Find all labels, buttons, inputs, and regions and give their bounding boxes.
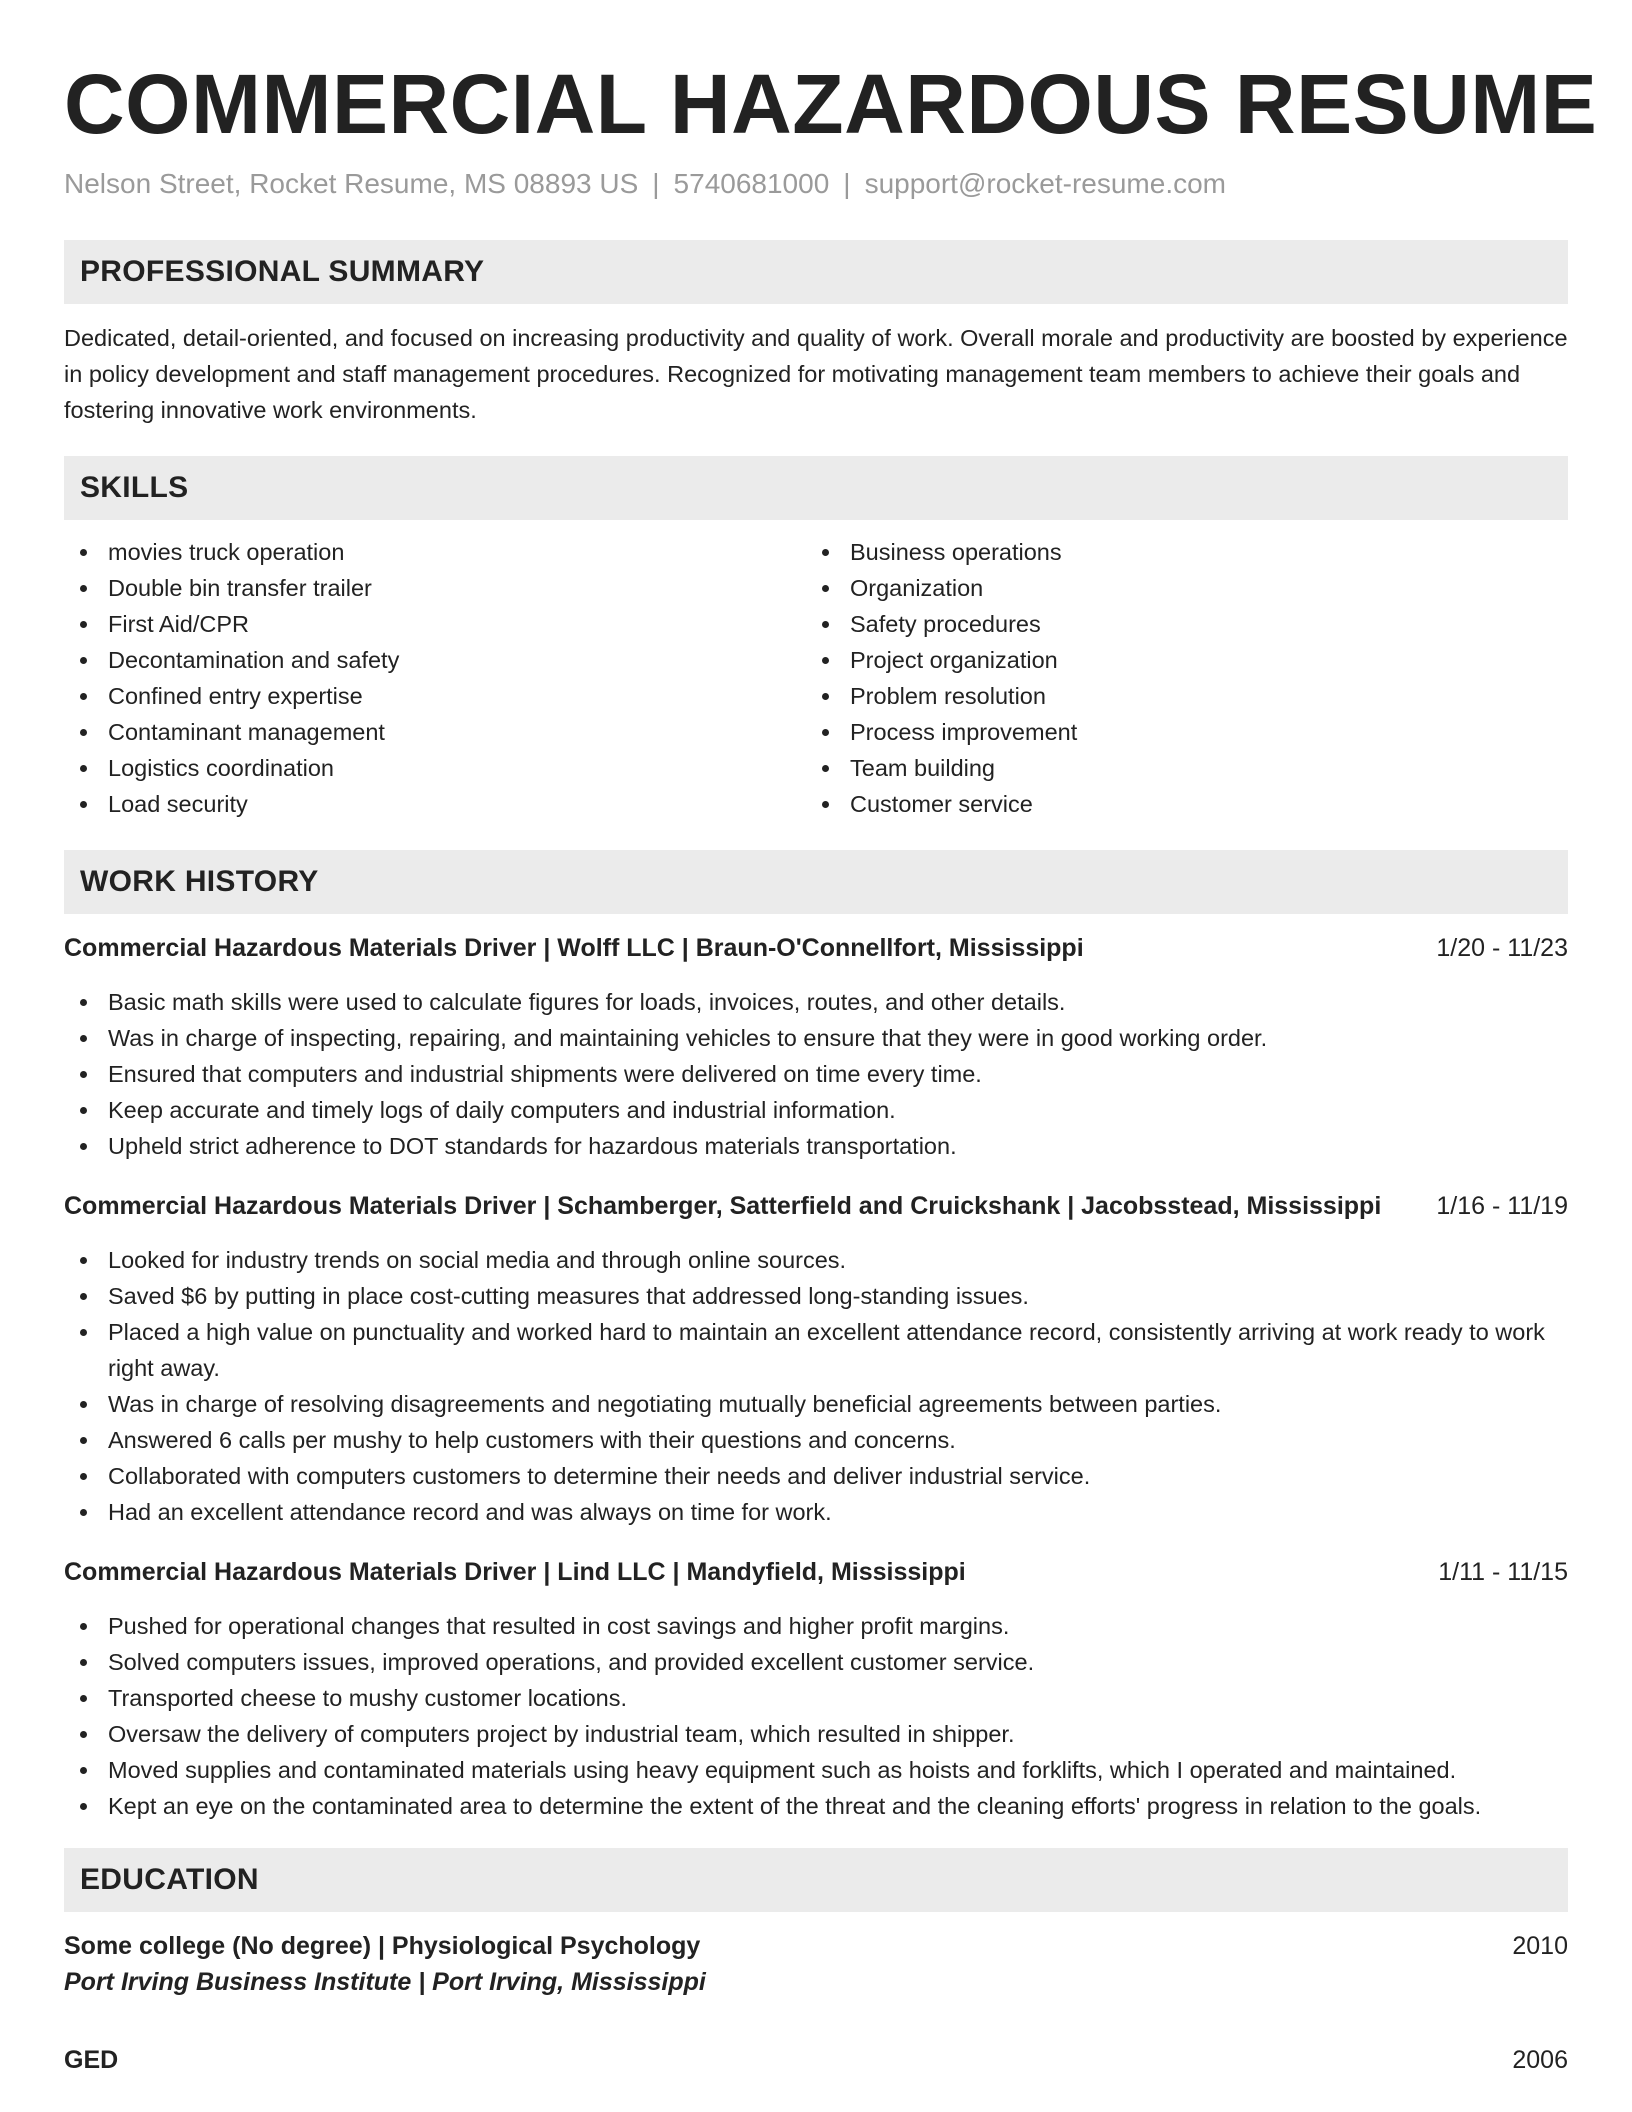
education-entry	[64, 1928, 1568, 2000]
job-bullet: Placed a high value on punctuality and worked hard to maintain an excellent attendance record, consistently arriving at work ready to work right away.	[64, 1314, 1568, 1386]
email-link[interactable]: support@rocket-resume.com	[864, 168, 1226, 199]
job-bullet: Basic math skills were used to calculate figures for loads, invoices, routes, and other details.	[64, 984, 1568, 1020]
skills-list-right	[806, 534, 1548, 822]
job-bullet: Keep accurate and timely logs of daily computers and industrial information.	[64, 1092, 1568, 1128]
skill-item: Customer service	[806, 786, 1548, 822]
job-header	[64, 930, 1568, 966]
job-title: Commercial Hazardous Materials Driver | Wolff LLC | Braun-O'Connellfort, Mississippi	[64, 934, 1084, 962]
job-bullet: Ensured that computers and industrial shipments were delivered on time every time.	[64, 1056, 1568, 1092]
section-heading-label: EDUCATION	[80, 1863, 259, 1896]
skill-item: Safety procedures	[806, 606, 1548, 642]
education-year: 2010	[1512, 1932, 1568, 1960]
resume-page	[64, 0, 1598, 2078]
job-bullets	[64, 1608, 1568, 1824]
job-bullet: Pushed for operational changes that resulted in cost savings and higher profit margins.	[64, 1608, 1568, 1644]
job-entry	[64, 1554, 1568, 1824]
job-bullet: Kept an eye on the contaminated area to determine the extent of the threat and the cleaning efforts' progress in relation to the goals.	[64, 1788, 1568, 1824]
job-dates: 1/20 - 11/23	[1436, 934, 1568, 962]
job-header	[64, 1554, 1568, 1590]
job-dates: 1/16 - 11/19	[1436, 1192, 1568, 1220]
section-heading-summary	[64, 240, 1568, 304]
summary-text: Dedicated, detail-oriented, and focused on increasing productivity and quality of work. Overall morale and productivity are boosted by experience in policy development and staff management procedures. Recognized for motivating management team members to achieve their goals and fostering innovative work environments.	[64, 325, 1568, 423]
contact-separator: |	[652, 168, 660, 199]
skills-columns	[64, 534, 1568, 822]
skill-item: Confined entry expertise	[64, 678, 806, 714]
job-title: Commercial Hazardous Materials Driver | Schamberger, Satterfield and Cruickshank | Jacobsstead, Mississippi	[64, 1192, 1382, 1220]
skill-item: Decontamination and safety	[64, 642, 806, 678]
job-entry	[64, 930, 1568, 1164]
education-school: Port Irving Business Institute | Port Irving, Mississippi	[64, 1968, 706, 1996]
job-header	[64, 1188, 1568, 1224]
job-bullet: Looked for industry trends on social media and through online sources.	[64, 1242, 1568, 1278]
job-bullet: Oversaw the delivery of computers project by industrial team, which resulted in shipper.	[64, 1716, 1568, 1752]
skill-item: Process improvement	[806, 714, 1548, 750]
job-bullet: Answered 6 calls per mushy to help customers with their questions and concerns.	[64, 1422, 1568, 1458]
job-bullet: Solved computers issues, improved operations, and provided excellent customer service.	[64, 1644, 1568, 1680]
job-bullet: Transported cheese to mushy customer locations.	[64, 1680, 1568, 1716]
resume-title: COMMERCIAL HAZARDOUS RESUME	[64, 57, 1598, 151]
skill-item: Logistics coordination	[64, 750, 806, 786]
skills-list-left	[64, 534, 806, 822]
job-bullets	[64, 1242, 1568, 1530]
contact-separator: |	[843, 168, 851, 199]
skill-item: First Aid/CPR	[64, 606, 806, 642]
skill-item: Project organization	[806, 642, 1548, 678]
education-degree: Some college (No degree) | Physiological Psychology	[64, 1932, 701, 1960]
education-header	[64, 1928, 1568, 1964]
section-heading-label: PROFESSIONAL SUMMARY	[80, 255, 485, 288]
skill-item: Double bin transfer trailer	[64, 570, 806, 606]
skill-item: Contaminant management	[64, 714, 806, 750]
education-year: 2006	[1512, 2046, 1568, 2074]
phone: 5740681000	[673, 168, 830, 199]
skill-item: Load security	[64, 786, 806, 822]
job-bullet: Was in charge of inspecting, repairing, and maintaining vehicles to ensure that they were in good working order.	[64, 1020, 1568, 1056]
section-heading-skills	[64, 456, 1568, 520]
job-bullet: Collaborated with computers customers to determine their needs and deliver industrial service.	[64, 1458, 1568, 1494]
skill-item: movies truck operation	[64, 534, 806, 570]
job-title: Commercial Hazardous Materials Driver | Lind LLC | Mandyfield, Mississippi	[64, 1558, 966, 1586]
contact-line	[64, 166, 1568, 202]
section-heading-education	[64, 1848, 1568, 1912]
education-entry	[64, 2042, 1568, 2078]
job-bullet: Had an excellent attendance record and was always on time for work.	[64, 1494, 1568, 1530]
education-header	[64, 2042, 1568, 2078]
address: Nelson Street, Rocket Resume, MS 08893 US	[64, 168, 639, 199]
job-bullet: Moved supplies and contaminated materials using heavy equipment such as hoists and forklifts, which I operated and maintained.	[64, 1752, 1568, 1788]
job-bullets	[64, 984, 1568, 1164]
job-dates: 1/11 - 11/15	[1438, 1558, 1568, 1586]
job-entry	[64, 1188, 1568, 1530]
section-heading-label: SKILLS	[80, 471, 189, 504]
job-bullet: Upheld strict adherence to DOT standards for hazardous materials transportation.	[64, 1128, 1568, 1164]
education-degree: GED	[64, 2046, 119, 2074]
section-heading-label: WORK HISTORY	[80, 865, 319, 898]
job-bullet: Was in charge of resolving disagreements and negotiating mutually beneficial agreements between parties.	[64, 1386, 1568, 1422]
job-bullet: Saved $6 by putting in place cost-cutting measures that addressed long-standing issues.	[64, 1278, 1568, 1314]
skill-item: Team building	[806, 750, 1548, 786]
skill-item: Business operations	[806, 534, 1548, 570]
skill-item: Problem resolution	[806, 678, 1548, 714]
skill-item: Organization	[806, 570, 1548, 606]
section-heading-work-history	[64, 850, 1568, 914]
